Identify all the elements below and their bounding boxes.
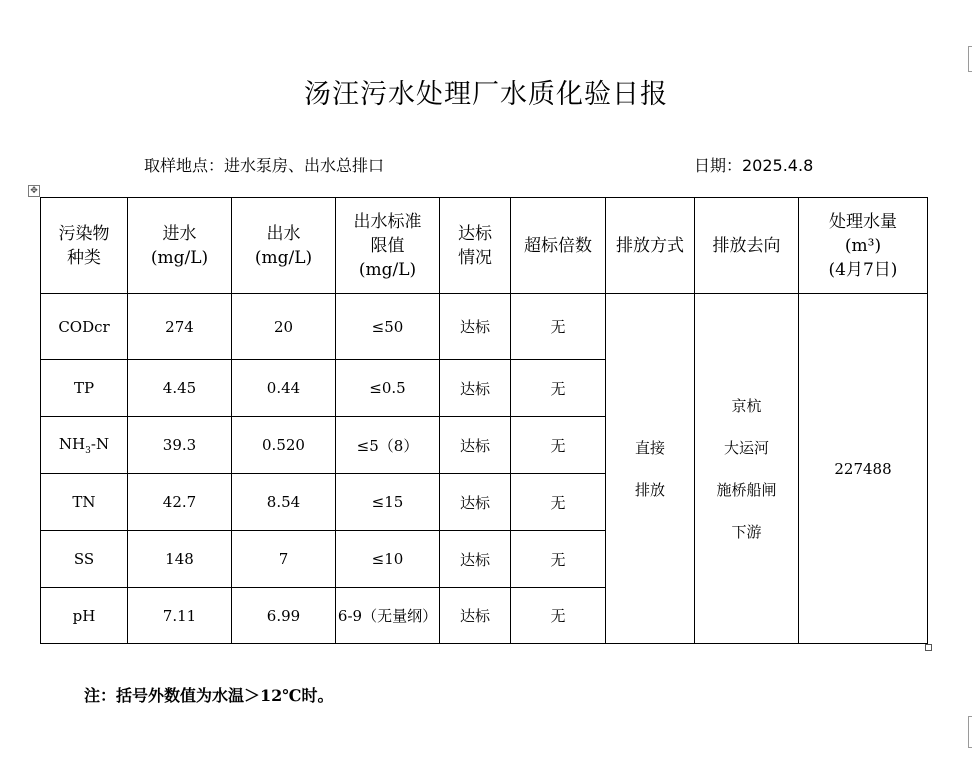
effluent-cell: 20 — [232, 294, 336, 360]
page-title: 汤汪污水处理厂水质化验日报 — [304, 79, 668, 110]
influent-cell: 148 — [128, 531, 232, 588]
param-cell: SS — [41, 531, 128, 588]
status-cell: 达标 — [440, 417, 511, 474]
table-row — [41, 294, 928, 360]
param-cell: pH — [41, 588, 128, 644]
limit-cell: ≤5（8） — [336, 417, 440, 474]
water-quality-table — [40, 197, 928, 644]
limit-cell: ≤50 — [336, 294, 440, 360]
limit-cell: 6-9（无量纲） — [336, 588, 440, 644]
exceed-cell: 无 — [511, 294, 606, 360]
header-limit: 出水标准 限值 (mg/L) — [336, 198, 440, 294]
param-cell: TP — [41, 360, 128, 417]
header-compliance: 达标 情况 — [440, 198, 511, 294]
table-resize-handle[interactable] — [925, 644, 932, 651]
footnote: 注：括号外数值为水温＞12℃时。 — [84, 686, 334, 705]
header-discharge-dest: 排放去向 — [695, 198, 799, 294]
header-row — [41, 198, 928, 294]
status-cell: 达标 — [440, 360, 511, 417]
discharge-dest-cell: 京杭 大运河 施桥船闸 下游 — [695, 294, 799, 644]
limit-cell: ≤0.5 — [336, 360, 440, 417]
header-volume: 处理水量 (m³) (4月7日) — [799, 198, 928, 294]
effluent-cell: 8.54 — [232, 474, 336, 531]
status-cell: 达标 — [440, 588, 511, 644]
page-edge-marker — [968, 46, 972, 72]
exceed-cell: 无 — [511, 417, 606, 474]
param-cell: $NH_3-N$ — [41, 417, 128, 474]
header-exceed: 超标倍数 — [511, 198, 606, 294]
effluent-cell: 0.44 — [232, 360, 336, 417]
header-discharge-method: 排放方式 — [606, 198, 695, 294]
exceed-cell: 无 — [511, 360, 606, 417]
limit-cell: ≤15 — [336, 474, 440, 531]
influent-cell: 4.45 — [128, 360, 232, 417]
table-move-handle-icon[interactable]: ✥ — [28, 185, 40, 197]
influent-cell: 39.3 — [128, 417, 232, 474]
param-cell: TN — [41, 474, 128, 531]
effluent-cell: 6.99 — [232, 588, 336, 644]
influent-cell: 42.7 — [128, 474, 232, 531]
exceed-cell: 无 — [511, 588, 606, 644]
sampling-location: 取样地点：进水泵房、出水总排口 — [144, 156, 385, 175]
discharge-method-cell: 直接 排放 — [606, 294, 695, 644]
param-cell: CODcr — [41, 294, 128, 360]
header-pollutant: 污染物 种类 — [41, 198, 128, 294]
exceed-cell: 无 — [511, 531, 606, 588]
volume-cell: 227488 — [799, 294, 928, 644]
influent-cell: 274 — [128, 294, 232, 360]
influent-cell: 7.11 — [128, 588, 232, 644]
effluent-cell: 0.520 — [232, 417, 336, 474]
header-influent: 进水 (mg/L) — [128, 198, 232, 294]
header-effluent: 出水 (mg/L) — [232, 198, 336, 294]
page-edge-marker — [968, 716, 972, 748]
status-cell: 达标 — [440, 531, 511, 588]
effluent-cell: 7 — [232, 531, 336, 588]
report-date: 日期：2025.4.8 — [694, 156, 814, 175]
exceed-cell: 无 — [511, 474, 606, 531]
status-cell: 达标 — [440, 474, 511, 531]
status-cell: 达标 — [440, 294, 511, 360]
limit-cell: ≤10 — [336, 531, 440, 588]
